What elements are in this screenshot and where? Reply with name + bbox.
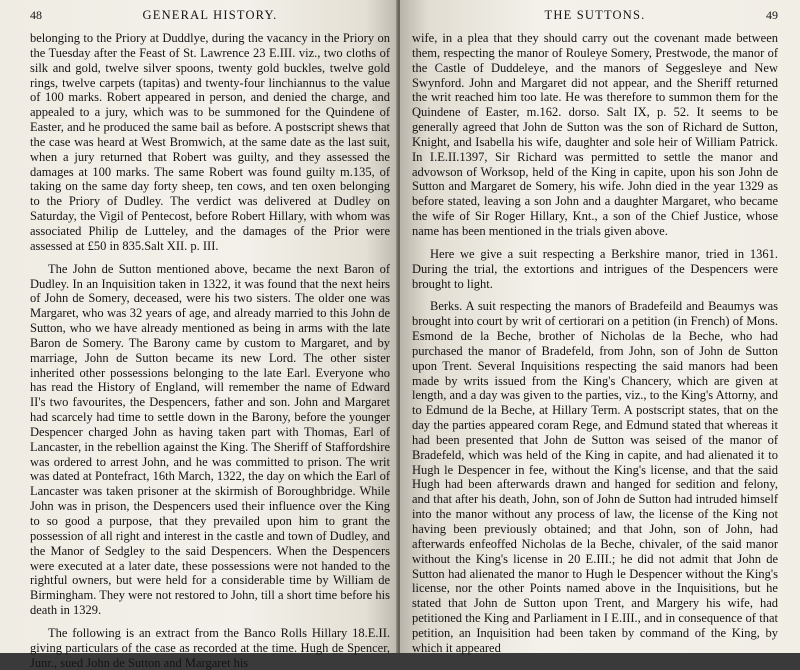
left-page-header: [30, 8, 390, 26]
paragraph: The following is an extract from the Banco Rolls Hillary 18.E.II. giving particulars of the case as recorded at the time. Hugh de Spencer, Junr., sued John de Sutton and Margaret his: [30, 625, 390, 670]
right-page-header: [412, 8, 778, 26]
page-number-left: 48: [30, 8, 42, 22]
right-page: [400, 0, 800, 653]
left-page-body: [30, 31, 390, 670]
paragraph: The John de Sutton mentioned above, became the next Baron of Dudley. In an Inquisition taken in 1322, it was found that the next heirs of John de Somery, deceased, were his two sisters. The older one was Margaret, who was 32 years of age, and already married to this John de Sutton, who we have already mentioned as being in arms with the late Baron de Somery. The Barony came by custom to Margaret, and by marriage, John de Sutton became its new Lord. The other sister inherited other possessions belonging to the late Earl. Everyone who has read the History of England, will remember the name of Edward II's two favourites, the Despencers, father and son. John and Margaret had scarcely had time to settle down in the Barony, before the younger Despencer charged John as having taken part with Thomas, Earl of Lancaster, in the rebellion against the King. The Sheriff of Staffordshire was ordered to arrest John, and he was committed to prison. The writ was dated at Pontefract, 16th March, 1322, the day on which the Earl of Lancaster was taken prisoner at the skirmish of Boroughbridge. While John was in prison, the Despencers used their influence over the King to so good a purpose, that they prevailed upon him to grant the possession of all right and interest in the castle and town of Dudley, and the Manor of Sedgley to the said Despencers. When the Despencers were executed at a later date, these possessions were not handed to the rightful owners, but were held for a considerable time by William de Birmingham. They were not restored to John, till a short time before his death in 1329.: [30, 261, 390, 618]
paragraph: belonging to the Priory at Duddlye, during the vacancy in the Priory on the Tuesday after the Feast of St. Lawrence 23 E.III. viz., two cloths of silk and gold, twelve silver spoons, twenty gold buckles, twelve gold rings, twelve carpets (tapitas) and twenty-four linchiannus to the value of 100 marks. Robert appeared in person, and denied the charge, and appealed to a jury, which was to be summoned for the Quindene of Easter, and he produced the same bail as before. A postscript shews that the case was heard at West Bromwich, at the same date as the last suit, when a jury returned that Robert was guilty, and they assessed the damages at 100 marks. The same Robert was found guilty m.135, of taking on the same day forty sheep, ten cows, and ten oxen belonging to the Priory of Dudley. The verdict was delivered at Dudley on Saturday, the Vigil of Pentecost, before Robert Hillary, with whom was associated Philip de Lutteley, and the damages of the Prior were assessed at £50 in 835.Salt XII. p. III.: [30, 31, 390, 253]
left-page: [0, 0, 398, 670]
paragraph: Here we give a suit respecting a Berkshire manor, tried in 1361. During the trial, the extortions and intrigues of the Despencers were brought to light.: [412, 246, 778, 291]
paragraph: wife, in a plea that they should carry out the covenant made between them, respecting the manor of Rouleye Somery, Prestwode, the manor of the Castle of Duddeleye, and the manors of Seggesleye and New Swynford. John and Margaret did not appear, and the Sheriff returned the writ reached him too late. He was therefore to summon them for the Quindene of Easter, m.162. dorso. Salt IX, p. 52. It seems to be generally agreed that John de Sutton was the son of Richard de Sutton, Knight, and Isabella his wife, daughter and sole heir of William Patrick. In I.E.II.1397, Sir Richard was permitted to settle the manor and advowson of Worksop, held of the King in capite, upon his son John de Sutton and Margaret de Somery, his wife. John died in the year 1329 as before stated, leaving a son John and a daughter Margaret, who became the wife of Sir Roger Hillary, Knt., a son of the Chief Justice, whose name has been mentioned in the trials given above.: [412, 31, 778, 238]
running-head-right: THE SUTTONS.: [544, 8, 646, 22]
running-head-left: GENERAL HISTORY.: [142, 8, 278, 22]
right-page-body: [412, 31, 778, 656]
paragraph: Berks. A suit respecting the manors of Bradefeild and Beaumys was brought into court by writ of certiorari on a petition (in French) of Mons. Esmond de la Beche, brother of Nicholas de la Beche, who had purchased the manor of Bradefeld, from John, son of John de Sutton upon Trent. Several Inquisitions respecting the said manors had been made by writs issued from the King's Chancery, which are given at length, and a day was given to the parties, viz., to the King's Attorny, and to Edmund de la Beche, at Hillary Term. A postscript states, that on the day the parties appeared coram Rege, and Edmund stated that whereas it had been presented that John de Sutton was seised of the manor of Bradefeld, which was held of the King in capite, and had alienated it to Hugh le Despencer in fee, without the King's license, and that the said Hugh had been afterwards drawn and hanged for sedition and felony, and that after his death, John, son of John de Sutton had intruded himself into the manor without any process of law, the license of the King not having been previously obtained; and that John, son of John, had afterwards enfeoffed Nicholas de la Beche, chivaler, of the said manor without the King's license in 20 E.III.; he did not admit that John de Sutton had alienated the manor to Hugh le Despencer without the King's license, nor the other Points named above in the Inquisitions, but he stated that John de Sutton upon Trent, and Margery his wife, had petitioned the King and Parliament in I E.III., and in consequence of that petition, an Inquisition had been taken by command of the King, by which it appeared: [412, 299, 778, 655]
page-number-right: 49: [765, 8, 778, 22]
